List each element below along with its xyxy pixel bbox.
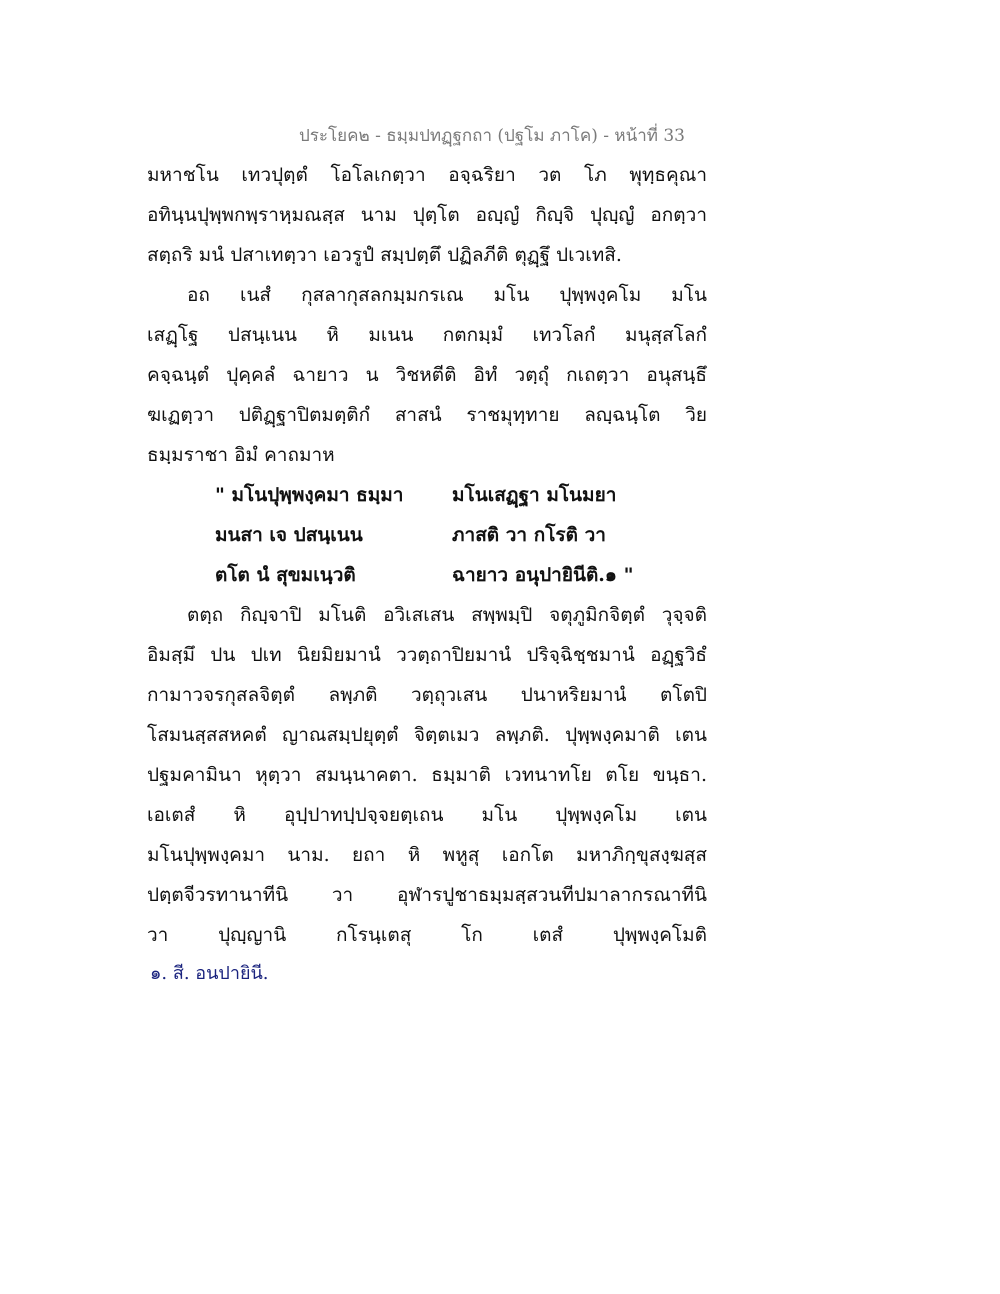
- verse-first-half: " มโนปุพฺพงฺคมา ธมฺมา: [215, 484, 404, 506]
- verse-first-half: มนสา เจ ปสนฺเนน: [215, 524, 363, 546]
- text-line: ปฐมคามินา หุตฺวา สมนฺนาคตา. ธมฺมาติ เวทนาทโย ตโย ขนฺธา.: [147, 764, 707, 786]
- running-header: ประโยค๒ - ธมฺมปทฏฺฐกถา (ปฐโม ภาโค) - หน้าที่ 33: [299, 126, 685, 146]
- verse-line: [147, 555, 707, 595]
- text-line: อถ เนสํ กุสลากุสลกมฺมกรเณ มโน ปุพฺพงฺคโม มโน: [187, 284, 707, 306]
- text-line: มโนปุพฺพงฺคมา นาม. ยถา หิ พหูสุ เอกโต มหาภิกฺขุสงฺฆสฺส: [147, 844, 707, 866]
- verse-second-half: มโนเสฏฺฐา มโนมยา: [452, 484, 617, 506]
- text-line: วา ปุญฺญานิ กโรนฺเตสุ โก เตสํ ปุพฺพงฺคโมติ: [147, 924, 707, 946]
- text-line: สตฺถริ มนํ ปสาเทตฺวา เอวรูปํ สมฺปตฺตึ ปฏิลภีติ ตุฏฺฐึ ปเวเทสิ.: [147, 244, 622, 266]
- verse-first-half: ตโต นํ สุขมเนฺวติ: [215, 564, 356, 586]
- main-text: [147, 155, 707, 955]
- text-line: กามาวจรกุสลจิตฺตํ ลพฺภติ วตฺถุวเสน ปนาหริยมานํ ตโตปิ: [147, 684, 707, 706]
- text-line: อิมสฺมึ ปน ปเท นิยมิยมานํ ววตฺถาปิยมานํ ปริจฺฉิชฺชมานํ อฏฺฐวิธํ: [147, 644, 707, 666]
- text-line: อทินฺนปุพฺพกพฺราหฺมณสฺส นาม ปุตฺโต อญฺญํ กิญฺจิ ปุญฺญํ อกตฺวา: [147, 204, 707, 226]
- text-line: มหาชโน เทวปุตฺตํ โอโลเกตฺวา อจฺฉริยา วต โภ พุทฺธคุณา: [147, 164, 707, 186]
- text-line: ฆเฏตฺวา ปติฏฺฐาปิตมตฺติกํ สาสนํ ราชมุทฺทาย ลญฺฉนฺโต วิย: [147, 404, 707, 426]
- text-line: คจฺฉนฺตํ ปุคฺคลํ ฉายาว น วิชหตีติ อิทํ วตฺถุํ กเถตฺวา อนุสนฺธึ: [147, 364, 707, 386]
- text-line: ธมฺมราชา อิมํ คาถมาห: [147, 444, 335, 466]
- verse-second-half: ภาสติ วา กโรติ วา: [452, 524, 606, 546]
- text-line: เอเตสํ หิ อุปฺปาทปฺปจฺจยตฺเถน มโน ปุพฺพงฺคโม เตน: [147, 804, 707, 826]
- verse-line: [147, 475, 707, 515]
- text-line: โสมนสฺสสหคตํ ญาณสมฺปยุตฺตํ จิตฺตเมว ลพฺภติ. ปุพฺพงฺคมาติ เตน: [147, 724, 707, 746]
- text-line: ปตฺตจีวรทานาทีนิ วา อุฬารปูชาธมฺมสฺสวนทีปมาลากรณาทีนิ: [147, 884, 707, 906]
- footnote: ๑. สี. อนปายินี.: [150, 963, 269, 984]
- verse-second-half: ฉายาว อนุปายินีติ.๑ ": [452, 564, 634, 586]
- text-line: เสฏฺโฐ ปสนฺเนน หิ มเนน กตกมฺมํ เทวโลกํ มนุสฺสโลกํ: [147, 324, 707, 346]
- verse-line: [147, 515, 707, 555]
- text-line: ตตฺถ กิญฺจาปิ มโนติ อวิเสเสน สพฺพมฺปิ จตุภูมิกจิตฺตํ วุจฺจติ: [187, 604, 707, 626]
